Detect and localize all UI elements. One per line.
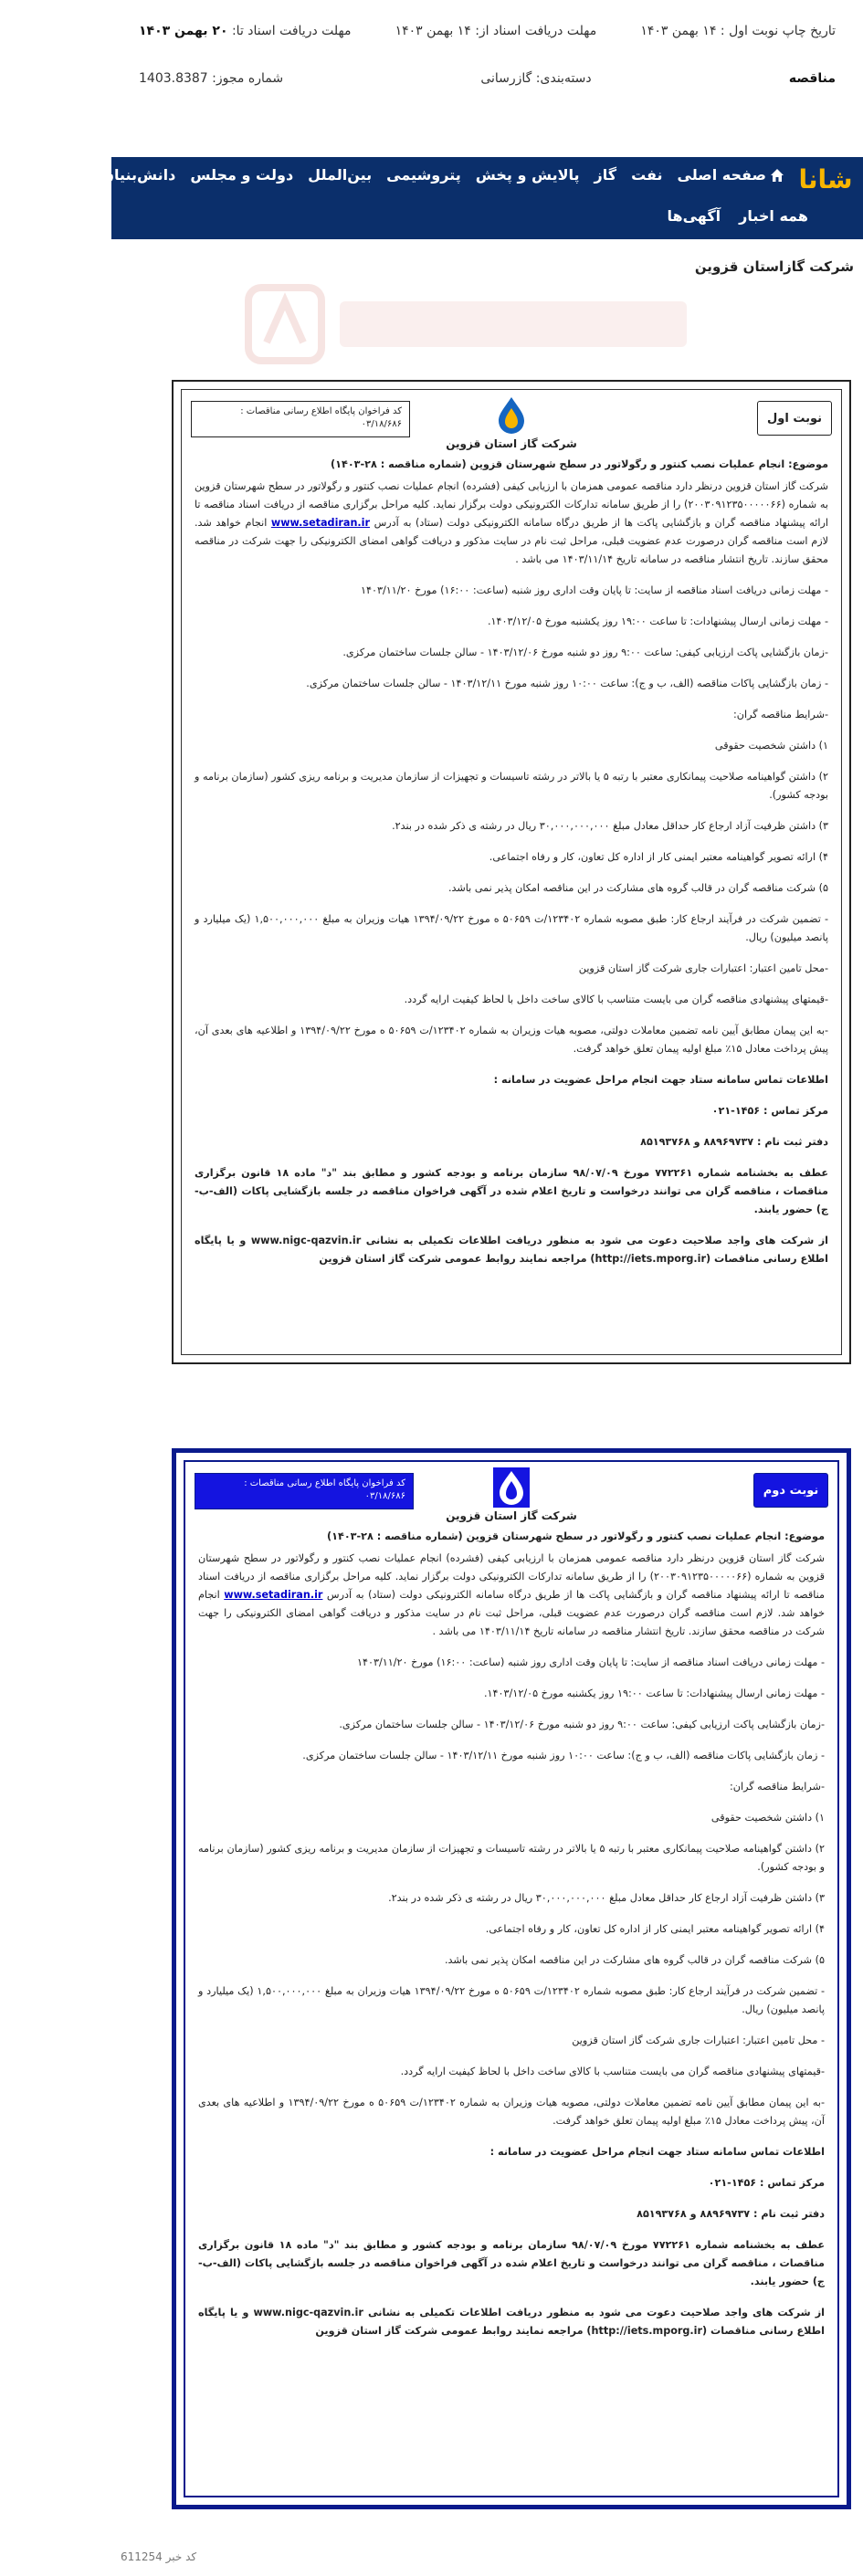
logo-text: شانا: [798, 163, 853, 195]
home-icon: [770, 168, 784, 183]
nav-row-2: [668, 207, 809, 225]
tender-type: مناقصه: [788, 71, 836, 86]
section-title: شرکت گازاستان قزوین: [694, 258, 854, 275]
ad-line: -محل تامین اعتبار: اعتبارات جاری شرکت گاز استان قزوین: [578, 962, 828, 974]
gas-company-emblem-icon: [493, 1467, 530, 1508]
ad-line: دفتر ثبت نام : ۸۸۹۶۹۷۳۷ و ۸۵۱۹۳۷۶۸: [637, 2208, 825, 2220]
receive-from: مهلت دریافت اسناد از: ۱۴ بهمن ۱۴۰۳: [395, 24, 597, 38]
ad-line: -قیمتهای پیشنهادی مناقصه گران می بایست متناسب با کالای ساخت داخل با لحاظ کیفیت ارایه گردد.: [404, 994, 828, 1005]
ad-badge: نوبت دوم: [753, 1473, 828, 1508]
tender-code-box: کد فراخوان پایگاه اطلاع رسانی مناقصات : ۰۳/۱۸/۶۸۶: [191, 401, 410, 437]
setadiran-link[interactable]: www.setadiran.ir: [270, 517, 371, 529]
print-date: تاریخ چاپ نوبت اول : ۱۴ بهمن ۱۴۰۳: [640, 24, 836, 38]
nav-home[interactable]: صفحه اصلی: [678, 166, 784, 184]
ad-line: - زمان بازگشایی پاکات مناقصه (الف، ب و ج): ساعت ۱۰:۰۰ روز شنبه مورخ ۱۴۰۳/۱۲/۱۱ - سالن جلسات ساختمان مرکزی.: [306, 678, 828, 689]
ad-line: از شرکت های واجد صلاحیت دعوت می شود به منظور دریافت اطلاعات تکمیلی به نشانی www.nigc-qazvin.ir و یا پایگاه اطلاع رسانی مناقصات (http://iets.mporg.ir) مراجعه نمایند روابط عمومی شرکت گاز استان قزوین: [198, 2307, 825, 2337]
ad-line: مرکز تماس : ۱۴۵۶-۰۲۱: [708, 2177, 825, 2189]
ad-line: دفتر ثبت نام : ۸۸۹۶۹۷۳۷ و ۸۵۱۹۳۷۶۸: [640, 1136, 828, 1148]
ad-line: ۳) داشتن ظرفیت آزاد ارجاع کار حداقل معادل مبلغ ۳۰,۰۰۰,۰۰۰,۰۰۰ ریال در رشته ی ذکر شده در بند۲.: [388, 1892, 825, 1904]
nav-gas[interactable]: گاز: [594, 166, 617, 184]
ad-line: ۵) شرکت مناقصه گران در قالب گروه های مشارکت در این مناقصه امکان پذیر نمی باشد.: [444, 1954, 825, 1966]
ad-line: - مهلت زمانی ارسال پیشنهادات: تا ساعت ۱۹:۰۰ روز یکشنبه مورخ ۱۴۰۳/۱۲/۰۵.: [483, 1688, 825, 1699]
ad-intro: شرکت گاز استان قزوین درنظر دارد مناقصه عمومی همزمان با ارزیابی کیفی (فشرده) انجام عملیات نصب کنتور و رگولاتور در سطح شهرستان قزوین به شماره (۲۰۰۳۰۹۱۲۳۵۰۰۰۰۰۶۶) را از طریق سامانه تدارکات الکترونیکی دولت برگزار نماید. کلیه مراحل برگزاری مناقصه از دریافت اسناد مناقصه تا ارائه پیشنهاد مناقصه گران و بازگشایی پاکت ها از طریق درگاه سامانه الکترونیکی دولت (ستاد) به آدرس www.setadiran.ir انجام خواهد شد. لازم است مناقصه گران درصورت عدم عضویت قبلی، مراحل ثبت نام در سایت مذکور و دریافت گواهی امضای الکترونیکی را جهت شرکت در مناقصه محقق سازند. تاریخ انتشار مناقصه در سامانه تاریخ ۱۴۰۳/۱۱/۱۴ می باشد .: [198, 1552, 826, 1637]
ad-line: ۴) ارائه تصویر گواهینامه معتبر ایمنی کار از اداره کل تعاون، کار و رفاه اجتماعی.: [489, 851, 828, 863]
ad-line: ۱) داشتن شخصیت حقوقی: [714, 740, 828, 752]
nav-knowledge[interactable]: دانش‌بنیان: [101, 166, 176, 184]
ad-line: ۲) داشتن گواهینامه صلاحیت پیمانکاری معتبر با رتبه ۵ یا بالاتر در رشته تاسیسات و تجهیزات از سازمان مدیریت و برنامه ریزی کشور (سازمان برنامه و بودجه کشور).: [195, 771, 828, 801]
ad-subject: موضوع: انجام عملیات نصب کنتور و رگولاتور در سطح شهرستان قزوین (شماره مناقصه : ۲۸-۱۴۰۳): [327, 1530, 825, 1542]
main-nav: [0, 157, 863, 239]
nav-film[interactable]: فیلم: [0, 166, 34, 184]
nav-row: [0, 166, 784, 184]
ad-badge: نوبت اول: [757, 401, 832, 436]
ad-line: -به این پیمان مطابق آیین نامه تضمین معاملات دولتی، مصوبه هیات وزیران به شماره ۱۲۳۴۰۲/ت ۵۰۶۵۹ ه مورخ ۱۳۹۴/۰۹/۲۲ و اطلاعیه های بعدی آن، پیش پرداخت معادل ۱۵٪ مبلغ اولیه پیمان تعلق خواهد گرفت.: [195, 1025, 829, 1055]
company-name: شرکت گاز استان قزوین: [446, 437, 577, 450]
ad-line: ۳) داشتن ظرفیت آزاد ارجاع کار حداقل معادل مبلغ ۳۰,۰۰۰,۰۰۰,۰۰۰ ریال در رشته ی ذکر شده در بند۲.: [392, 820, 828, 832]
ad-line: - تضمین شرکت در فرآیند ارجاع کار: طبق مصوبه شماره ۱۲۳۴۰۲/ت ۵۰۶۵۹ ه مورخ ۱۳۹۴/۰۹/۲۲ هیات وزیران به مبلغ ۱,۵۰۰,۰۰۰,۰۰۰ (یک میلیارد و پانصد میلیون) ریال.: [198, 1985, 825, 2015]
ad-line: عطف به بخشنامه شماره ۷۷۲۲۶۱ مورخ ۹۸/۰۷/۰۹ سازمان برنامه و بودجه کشور و مطابق بند "د" ماده ۱۸ قانون برگزاری مناقصات ، مناقصه گران می توانند درخواست و تاریخ اعلام شده در آگهی فراخوان مناقصه در جلسه بازگشایی پاکات (الف-ب-ج) حضور یابند.: [195, 1167, 829, 1215]
nav-refining[interactable]: پالایش و پخش: [475, 166, 580, 184]
ad-frame: [184, 1460, 839, 2497]
ad-line: ۲) داشتن گواهینامه صلاحیت پیمانکاری معتبر با رتبه ۵ یا بالاتر در رشته تاسیسات و تجهیزات از سازمان مدیریت و برنامه ریزی کشور (سازمان برنامه و بودجه کشور).: [198, 1843, 826, 1873]
ad-line: -زمان بازگشایی پاکت ارزیابی کیفی: ساعت ۹:۰۰ روز دو شنبه مورخ ۱۴۰۳/۱۲/۰۶ - سالن جلسات ساختمان مرکزی.: [339, 1719, 825, 1730]
ad-line: - مهلت زمانی ارسال پیشنهادات: تا ساعت ۱۹:۰۰ روز یکشنبه مورخ ۱۴۰۳/۱۲/۰۵.: [487, 615, 828, 627]
ad-line: اطلاعات تماس سامانه ستاد جهت انجام مراحل عضویت در سامانه :: [493, 1074, 828, 1086]
nav-international[interactable]: بین‌الملل: [308, 166, 373, 184]
ad-line: - تضمین شرکت در فرآیند ارجاع کار: طبق مصوبه شماره ۱۲۳۴۰۲/ت ۵۰۶۵۹ ه مورخ ۱۳۹۴/۰۹/۲۲ هیات وزیران به مبلغ ۱,۵۰۰,۰۰۰,۰۰۰ (یک میلیارد و پانصد میلیون) ریال.: [195, 913, 828, 943]
ad-line: ۴) ارائه تصویر گواهینامه معتبر ایمنی کار از اداره کل تعاون، کار و رفاه اجتماعی.: [485, 1923, 825, 1935]
ad-line: ۵) شرکت مناقصه گران در قالب گروه های مشارکت در این مناقصه امکان پذیر نمی باشد.: [447, 882, 828, 894]
nav-ads[interactable]: آگهی‌ها: [667, 207, 721, 225]
receive-to: مهلت دریافت اسناد تا: ۲۰ بهمن ۱۴۰۳: [139, 24, 352, 38]
ad-line: از شرکت های واجد صلاحیت دعوت می شود به منظور دریافت اطلاعات تکمیلی به نشانی www.nigc-qazvin.ir و یا پایگاه اطلاع رسانی مناقصات (http://iets.mporg.ir) مراجعه نمایند روابط عمومی شرکت گاز استان قزوین: [195, 1235, 828, 1265]
ad-subject: موضوع: انجام عملیات نصب کنتور و رگولاتور در سطح شهرستان قزوین (شماره مناقصه : ۲۸-۱۴۰۳): [331, 458, 828, 470]
ad-line: - مهلت زمانی دریافت اسناد مناقصه از سایت: تا پایان وقت اداری روز شنبه (ساعت: ۱۶:۰۰) مورخ ۱۴۰۳/۱۱/۲۰: [356, 1656, 825, 1668]
setadiran-link[interactable]: www.setadiran.ir: [224, 1589, 323, 1601]
ad-body: [198, 1528, 825, 2353]
ad-line: - زمان بازگشایی پاکات مناقصه (الف، ب و ج): ساعت ۱۰:۰۰ روز شنبه مورخ ۱۴۰۳/۱۲/۱۱ - سالن جلسات ساختمان مرکزی.: [302, 1750, 825, 1761]
nav-government[interactable]: دولت و مجلس: [190, 166, 294, 184]
nav-photo[interactable]: عکس: [47, 166, 88, 184]
ad-line: مرکز تماس : ۱۴۵۶-۰۲۱: [711, 1105, 828, 1117]
news-id: کد خبر 611254: [121, 2550, 197, 2563]
ad-line: - مهلت زمانی دریافت اسناد مناقصه از سایت: تا پایان وقت اداری روز شنبه (ساعت: ۱۶:۰۰) مورخ ۱۴۰۳/۱۱/۲۰: [360, 584, 828, 596]
nav-petrochemical[interactable]: پتروشیمی: [386, 166, 461, 184]
ad-line: -شرایط مناقصه گران:: [730, 1781, 825, 1793]
ad-line: - محل تامین اعتبار: اعتبارات جاری شرکت گاز استان قزوین: [572, 2035, 825, 2046]
tender-code-box: کد فراخوان پایگاه اطلاع رسانی مناقصات : ۰۳/۱۸/۶۸۶: [195, 1473, 414, 1509]
permit-number: شماره مجوز: 1403.8387: [139, 71, 284, 86]
ad-frame: [181, 389, 842, 1355]
ad-line: اطلاعات تماس سامانه ستاد جهت انجام مراحل عضویت در سامانه :: [489, 2146, 825, 2158]
gas-company-emblem-icon: [493, 395, 530, 436]
ad-line: -به این پیمان مطابق آیین نامه تضمین معاملات دولتی، مصوبه هیات وزیران به شماره ۱۲۳۴۰۲/ت ۵۰۶۵۹ ه مورخ ۱۳۹۴/۰۹/۲۲ و اطلاعیه های بعدی آن، پیش پرداخت معادل ۱۵٪ مبلغ اولیه پیمان تعلق خواهد گرفت.: [198, 2097, 825, 2127]
watermark-logo-icon: [248, 269, 705, 379]
shana-logo[interactable]: [794, 157, 858, 201]
ad-body: [195, 456, 828, 1281]
ad-line: ۱) داشتن شخصیت حقوقی: [710, 1812, 825, 1824]
category: دسته‌بندی: گازرسانی: [480, 71, 592, 86]
ad-line: -قیمتهای پیشنهادی مناقصه گران می بایست متناسب با کالای ساخت داخل با لحاظ کیفیت ارایه گردد.: [400, 2066, 825, 2077]
tender-ad-second: [172, 1448, 851, 2509]
company-name: شرکت گاز استان قزوین: [446, 1509, 577, 1522]
tender-meta: [111, 0, 863, 88]
ad-line: عطف به بخشنامه شماره ۷۷۲۲۶۱ مورخ ۹۸/۰۷/۰۹ سازمان برنامه و بودجه کشور و مطابق بند "د" ماده ۱۸ قانون برگزاری مناقصات ، مناقصه گران می توانند درخواست و تاریخ اعلام شده در آگهی فراخوان مناقصه در جلسه بازگشایی پاکات (الف-ب-ج) حضور یابند.: [198, 2239, 826, 2287]
nav-all-news[interactable]: همه اخبار: [739, 207, 808, 225]
nav-oil[interactable]: نفت: [631, 166, 663, 184]
ad-line: -شرایط مناقصه گران:: [733, 709, 828, 720]
tender-ad-first: [172, 380, 851, 1364]
ad-intro: شرکت گاز استان قزوین درنظر دارد مناقصه عمومی همزمان با ارزیابی کیفی (فشرده) انجام عملیات نصب کنتور و رگولاتور در سطح شهرستان قزوین به شماره (۲۰۰۳۰۹۱۲۳۵۰۰۰۰۰۶۶) را از طریق سامانه تدارکات الکترونیکی دولت برگزار نماید. کلیه مراحل برگزاری مناقصه از دریافت اسناد مناقصه تا ارائه پیشنهاد مناقصه گران و بازگشایی پاکت ها از طریق درگاه سامانه الکترونیکی دولت (ستاد) به آدرس www.setadiran.ir انجام خواهد شد. لازم است مناقصه گران درصورت عدم عضویت قبلی، مراحل ثبت نام در سایت مذکور و دریافت گواهی امضای الکترونیکی را جهت شرکت در مناقصه محقق سازند. تاریخ انتشار مناقصه در سامانه تاریخ ۱۴۰۳/۱۱/۱۴ می باشد .: [195, 480, 829, 565]
ad-line: -زمان بازگشایی پاکت ارزیابی کیفی: ساعت ۹:۰۰ روز دو شنبه مورخ ۱۴۰۳/۱۲/۰۶ - سالن جلسات ساختمان مرکزی.: [342, 647, 828, 658]
